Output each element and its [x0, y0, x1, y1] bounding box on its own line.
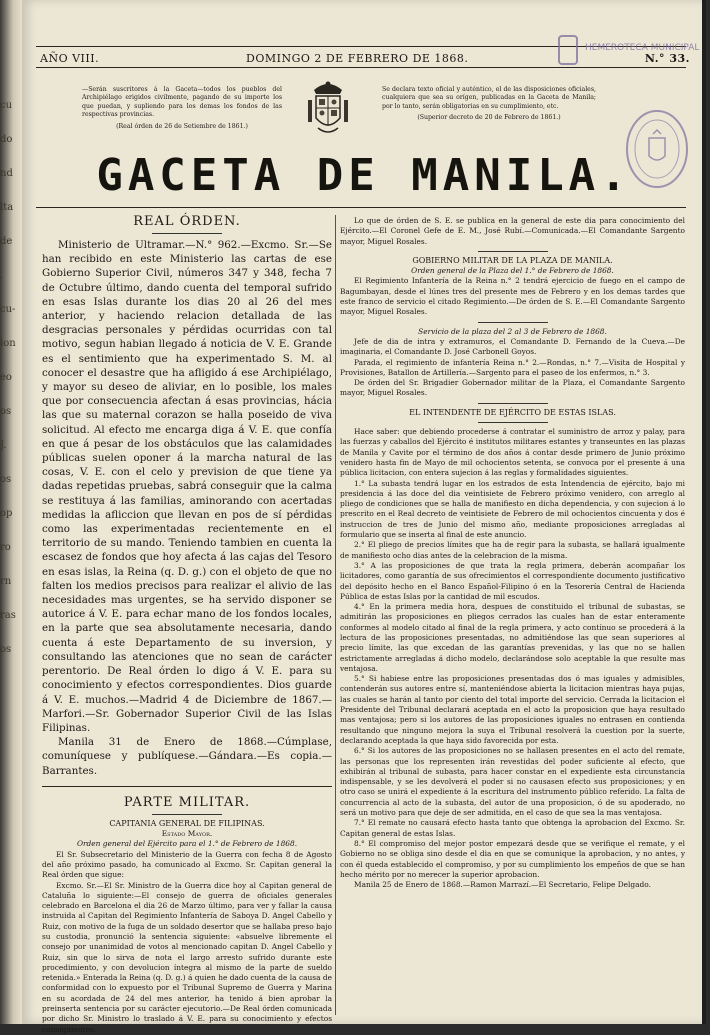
servicio-paragraph: De órden del Sr. Brigadier Gobernador militar de la Plaza, el Comandante Sargento mayor, Miguel Rosales. — [340, 378, 685, 398]
servicio-paragraph: Jefe de dia de intra y extramuros, el Comandante D. Fernando de la Cueva.—De imaginaria, el Comandante D. José Carbonell Goyos. — [340, 336, 685, 357]
intro-paragraph: Lo que de órden de S. E. se publica en la general de este dia para conocimiento del Ejército.—El Coronel Gefe de E. M., José Rubí.—Comunicada.—El Comandante Sargento mayor, Miguel Rosales. — [340, 216, 685, 246]
gutter-fragment: os — [0, 644, 12, 655]
left-column — [42, 214, 332, 1035]
real-orden-heading: REAL ÓRDEN. — [133, 214, 241, 229]
stamp-text: HEMEROTECA MUNICIPAL — [585, 43, 700, 53]
intendente-paragraph: 8.° El compromiso del mejor postor empezará desde que se verifique el remate, y el Gobierno no se obliga sino desde el dia en que se comunique la aprobacion, y no antes, y con él queda establecido el compromiso, y por su cumplimiento los empeños de que se han hecho mérito por no merecer la superior aprobacion. — [340, 838, 685, 879]
plaza-paragraph: El Regimiento Infantería de la Reina n.° 2 tendrá ejercicio de fuego en el campo de Bagumbayan, desde el lúnes tres del presente mes de Febrero y en los demas tardes que este franco de servicio el citado Regimiento.—De órden de S. E.—El Comandante Sargento mayor, Miguel Rosales. — [340, 276, 685, 317]
gutter-fragment: nd — [0, 168, 13, 179]
library-stamp-icon — [557, 32, 700, 72]
section-rule — [42, 786, 332, 787]
real-orden-paragraph: Ministerio de Ultramar.—N.° 962.—Excmo. Sr.—Se han recibido en este Ministerio las cartas de ese Gobierno Superior Civil, números 347 y 348, fecha 7 de Octubre último, dando cuenta del temporal sufrido en esas Islas durante los dias 20 al 26 del mes anterior, y haciendo relacion detallada de las desgracias personales y pérdidas ocurridas con tal motivo, segun habian llegado á noticia de V. E. Grande es el sentimiento que ha experimentado S. M. al conocer el desastre que ha afligido á ese Archipiélago, y mayor su deseo de aliviar, en lo posible, los males que por consecuencia afectan á esas provincias, hácia las que su maternal corazon se halla poseido de viva solicitud. Al efecto me encarga diga á V. E. que confía en que á pesar de los obstáculos que las calamidades públicas suelen oponer á la marcha natural de las cosas, V. E. con el celo y prevision de que tiene ya dadas repetidas pruebas, sabrá conseguir que la calma se restituya á las familias, aminorando con acertadas medidas la afliccion que llevan en pos de sí pérdidas como las experimentadas recientemente en el territorio de su mando. Teniendo tambien en cuenta la escasez de fondos que hoy afecta á las cajas del Tesoro en esas islas, la Reina (q. D. g.) con el objeto de que no falten los medios precisos para realizar el alivio de las necesidades mas urgentes, se ha servido disponer se autorice á V. E. para echar mano de los fondos locales, en la parte que sea absolutamente necesaria, dando cuenta á este Departamento de su inversion, y consultando las atenciones que no sean de carácter perentorio. De Real órden lo digo á V. E. para su conocimiento y efectos correspondientes. Dios guarde á V. E. muchos.—Madrid 4 de Diciembre de 1867.—Marfori.—Sr. Gobernador Superior Civil de las Islas Filipinas. — [42, 239, 332, 734]
orden-general-heading: Orden general del Ejército para el 1.° de Febrero de 1868. — [76, 839, 298, 849]
gutter-fragment: lta — [0, 202, 14, 213]
gutter-fragment: cu- — [0, 304, 16, 315]
gutter-fragment: op — [0, 508, 13, 519]
gutter-fragment: ro — [0, 542, 11, 553]
official-text-notice — [382, 86, 596, 123]
heading-separator — [152, 814, 222, 815]
heading-separator — [478, 322, 548, 323]
binding-gutter — [0, 0, 22, 1024]
intendente-paragraph: 1.° La subasta tendrá lugar en los estrados de esta Intendencia de ejército, bajo mi presidencia á las doce del dia veintisiete de Febrero próximo venidero, con arreglo al pliego de condiciones que se halla de manifiesto en dicha dependencia, y con sujecion á lo prescrito en el Real decreto de veintisiete de Febrero de mil ochocientos cincuenta y dos é instruccion de tres de Junio del mismo año, mediante proposiciones arregladas al formulario que se inserta al final de este anuncio. — [340, 478, 685, 540]
heading-separator — [478, 403, 548, 404]
gutter-fragment: ion — [0, 338, 16, 349]
militar-paragraph: El Sr. Subsecretario del Ministerio de la Guerra con fecha 8 de Agosto del año próximo pasado, ha comunicado al Excmo. Sr. Capitan general la Real órden que sigue: — [42, 849, 332, 880]
page-edge — [702, 0, 706, 1024]
gutter-fragment: eo — [0, 372, 12, 383]
militar-body — [42, 850, 332, 1035]
royal-coat-of-arms-icon — [304, 78, 352, 138]
gutter-fragment: ras — [0, 610, 16, 621]
subscription-notice-text: —Serán suscritores á la Gaceta—todos los pueblos del Archipiélago erigidos civilmente, pagando de su importe los que puedan, y supliendo para los demas los fondos de las respectivas provincias. — [82, 86, 282, 119]
subscription-notice-source: (Real órden de 26 de Setiembre de 1861.) — [116, 122, 248, 130]
title-rule — [36, 207, 686, 208]
intendente-paragraph: 2.° El pliego de precios límites que ha de regir para la subasta, se hallará igualmente de manifiesto ocho dias antes de la celebracion de la misma. — [340, 540, 685, 560]
intendente-paragraph: 7.° El remate no causará efecto hasta tanto que obtenga la aprobacion del Excmo. Sr. Capitan general de estas Islas. — [340, 818, 685, 838]
gutter-fragment: J. — [0, 440, 7, 451]
gutter-fragment: de — [0, 236, 13, 247]
heading-separator — [478, 251, 548, 252]
year-label: AÑO VIII. — [40, 52, 100, 65]
estado-mayor-heading: Estado Mayor. — [161, 829, 213, 839]
newspaper-title: GACETA DE MANILA. — [96, 150, 632, 201]
orden-plaza-heading: Orden general de la Plaza del 1.° de Febrero de 1868. — [411, 266, 614, 276]
date-label: DOMINGO 2 DE FEBRERO DE 1868. — [246, 52, 469, 65]
intendente-paragraph: Manila 25 de Enero de 1868.—Ramon Marrazí.—El Secretario, Felipe Delgado. — [354, 880, 651, 890]
gutter-fragment: os — [0, 406, 12, 417]
gutter-fragment: . — [0, 270, 4, 281]
gutter-fragment: os — [0, 474, 12, 485]
official-text-notice-source: (Superior decreto de 20 de Febrero de 1861.) — [417, 114, 561, 122]
capitania-heading: CAPITANIA GENERAL DE FILIPINAS. — [109, 818, 265, 828]
gobierno-militar-heading: GOBIERNO MILITAR DE LA PLAZA DE MANILA. — [412, 255, 613, 265]
official-text-notice-text: Se declara texto oficial y auténtico, el de las disposiciones oficiales, cualquiera que sea su orígen, publicadas en la Gaceta de Manila; por lo tanto, serán obligatorias en su cumplimiento, etc. — [382, 86, 596, 110]
intendente-paragraph: 5.° Si habiese entre las proposiciones presentadas dos ó mas iguales y admisibles, contenderán sus autores entre sí, manteniéndose abierta la licitacion mientras haya pujas, las cuales se harán al tanto por ciento del total importe del servicio. Cerrada la licitacion el Presidente del Tribunal declarará aceptada en el acto la proposicion que haya resultado mas ventajosa; pero si los autores de las proposiciones iguales no entrasen en contienda resultando que ninguno mejora la suya el Tribunal resolverá la cuestion por la suerte, declarando aceptada la que haya sido favorecida por esta. — [340, 674, 685, 745]
subscription-notice — [82, 86, 282, 131]
column-divider — [335, 215, 336, 1015]
real-orden-paragraph: Manila 31 de Enero de 1868.—Cúmplase, comuníquese y publíquese.—Gándara.—Es copia.—Barrantes. — [42, 736, 332, 777]
intendente-paragraph: 4.° En la primera media hora, despues de constituido el tribunal de subastas, se admitirán las proposiciones en pliegos cerrados las cuales han de estar enteramente conformes al modelo citado al final de la regla primera, y acto contínuo se procederá á la lectura de las proposiciones presentadas, no admitiéndose las que sean superiores al precio límite, las que excedan de las garantías prevenidas, y las que no se hallen estrictamente arregladas á dicho modelo, declarándose solo aceptable la que resulte mas ventajosa. — [340, 602, 685, 673]
intendente-paragraph: Hace saber: que debiendo procederse á contratar el suministro de arroz y palay, para las fuerzas y caballos del Ejército é institutos militares estantes y transeuntes en las plazas de Manila y Cavite por el término de dos años á contar desde primero de Junio próximo venidero hasta fin de Mayo de mil ochocientos setenta, se convoca por el presente á una pública licitacion, con entera sujecion á las reglas y formalidades siguientes. — [340, 427, 685, 478]
issue-number: N.° 33. — [644, 52, 690, 65]
real-orden-body — [42, 238, 332, 778]
gutter-fragment: rn — [0, 576, 12, 587]
gutter-fragment: do — [0, 134, 13, 145]
newspaper-page — [22, 0, 706, 1034]
servicio-heading: Servicio de la plaza del 2 al 3 de Febrero de 1868. — [418, 326, 607, 336]
gutter-fragment: cu — [0, 100, 13, 111]
intendente-heading: EL INTENDENTE DE EJÉRCITO DE ESTAS ISLAS. — [409, 407, 616, 417]
heading-separator — [478, 422, 548, 423]
intendente-paragraph: 6.° Si los autores de las proposiciones no se hallasen presentes en el acto del remate, las personas que los representen irán revestidas del poder suficiente al efecto, que exhibirán al tribunal de subasta, para hacer constar en el expediente esta circunstancia indispensable, y se les devolverá el poder si no causasen efecto sus proposiciones; y en otro caso se unirá el expediente á la escritura del instrumento público referido. La falta de concurrencia al acto de la subasta, del autor de una proposicion, ó de su apoderado, no será un motivo para que deje de ser admitida, en el caso de que sea la mas ventajosa. — [340, 746, 685, 818]
servicio-paragraph: Parada, el regimiento de infantería Reina n.° 2.—Rondas, n.° 7.—Visita de Hospital y Provisiones, Batallon de Artillería.—Sargento para el paseo de los enfermos, n.° 3. — [340, 357, 685, 377]
parte-militar-heading: PARTE MILITAR. — [123, 794, 251, 810]
militar-paragraph: Excmo. Sr.—El Sr. Ministro de la Guerra dice hoy al Capitan general de Cataluña lo siguiente:—El consejo de guerra de oficiales generales celebrado en Barcelona el dia 26 de Marzo último, para ver y fallar la causa instruida al Capitan del Regimiento Infantería de Saboya D. Angel Cabello y Ruiz, con motivo de la fuga de un soldado desertor que se hallaba preso bajo su custodia, pronunció la sentencia siguiente: «absuelve libremente el consejo por unanimidad de votos al mencionado capitan D. Angel Cabello y Ruiz, sin que lo sirva de nota el largo arresto sufrido durante este procedimiento, y con devolucion íntegra al mismo de la parte de sueldo retenida.» Enterada la Reina (q. D. g.) á quien he dado cuenta de la causa de conformidad con lo expuesto por el Tribunal Supremo de Guerra y Marina en su acordada de 24 del mes anterior, ha tenido á bien aprobar la preinserta sentencia por su carácter ejecutorio.—De Real órden comunicada por dicho Sr. Ministro lo traslado á V. E. para su conocimiento y efectos consiguientes. — [42, 880, 332, 1034]
heading-separator — [152, 233, 222, 234]
intendente-paragraph: 3.° A las proposiciones de que trata la regla primera, deberán acompañar los licitadores, como garantía de sus ofrecimientos el correspondiente documento justificativo del depósito hecho en el Banco Español-Filipino ó en la Tesorería Central de Hacienda Pública de estas Islas por la cantidad de mil escudos. — [340, 560, 685, 601]
right-column — [340, 216, 685, 890]
